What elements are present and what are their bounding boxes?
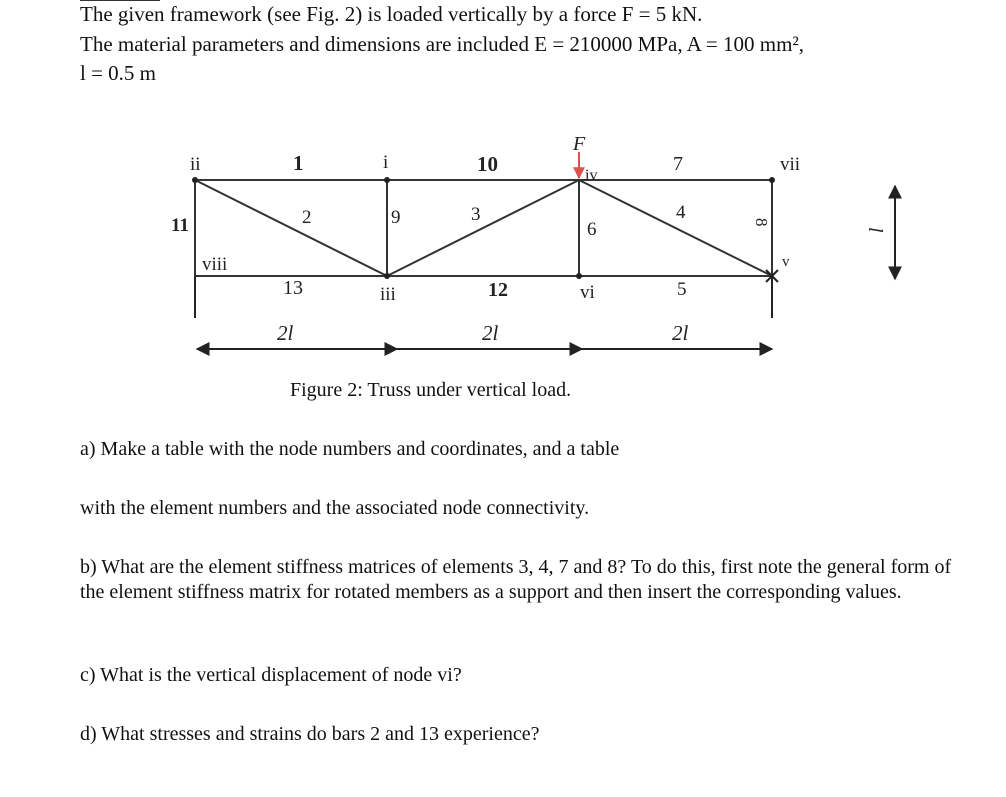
bar-diagonal-iv-v: [579, 180, 772, 276]
element-label-3: 3: [471, 204, 481, 225]
element-label-2: 2: [302, 207, 312, 228]
element-label-10: 10: [477, 152, 498, 176]
element-label-11: 11: [171, 215, 189, 236]
node-iii: [384, 273, 390, 279]
element-label-13: 13: [283, 277, 303, 299]
node-label-vi: vi: [580, 282, 595, 303]
node-label-iv: iv: [585, 167, 598, 184]
node-vi: [576, 273, 582, 279]
element-label-1: 1: [293, 151, 304, 175]
question-a-line-1: a) Make a table with the node numbers and coordinates, and a table: [80, 438, 620, 460]
dimension-label-3: 2l: [672, 321, 689, 345]
node-label-v: v: [782, 254, 790, 270]
dimension-label-2: 2l: [482, 321, 499, 345]
node-i: [384, 177, 390, 183]
element-label-9: 9: [391, 207, 401, 228]
force-label: F: [573, 133, 586, 155]
element-label-4: 4: [676, 202, 686, 223]
element-label-6: 6: [587, 219, 597, 240]
element-label-7: 7: [673, 153, 683, 175]
dimension-label-height: l: [864, 227, 886, 233]
question-b: b) What are the element stiffness matrices of elements 3, 4, 7 and 8? To do this, first note the general form of the element stiffness matrix for rotated members as a support and then insert the corresponding values.: [80, 556, 952, 603]
bar-diagonal-iii-iv: [387, 180, 579, 276]
node-label-iii: iii: [380, 284, 396, 305]
node-label-vii: vii: [780, 154, 801, 175]
question-a-line-2: with the element numbers and the associated node connectivity.: [80, 497, 590, 519]
node-label-ii: ii: [190, 154, 201, 175]
element-label-12: 12: [488, 279, 508, 301]
node-label-viii: viii: [202, 254, 228, 275]
problem-statement-line-3: l = 0.5 m: [80, 61, 157, 85]
node-vii: [769, 177, 775, 183]
figure-caption: Figure 2: Truss under vertical load.: [290, 379, 572, 401]
problem-statement-line-2: The material parameters and dimensions are included E = 210000 MPa, A = 100 mm²,: [80, 32, 804, 56]
element-label-8: 8: [752, 218, 771, 227]
node-label-i: i: [383, 152, 389, 173]
element-label-5: 5: [677, 279, 687, 300]
node-ii: [192, 177, 198, 183]
question-d: d) What stresses and strains do bars 2 and 13 experience?: [80, 723, 540, 745]
question-c: c) What is the vertical displacement of node vi?: [80, 664, 462, 686]
dimension-label-1: 2l: [277, 321, 294, 345]
problem-statement-line-1: The given framework (see Fig. 2) is loaded vertically by a force F = 5 kN.: [80, 2, 703, 26]
